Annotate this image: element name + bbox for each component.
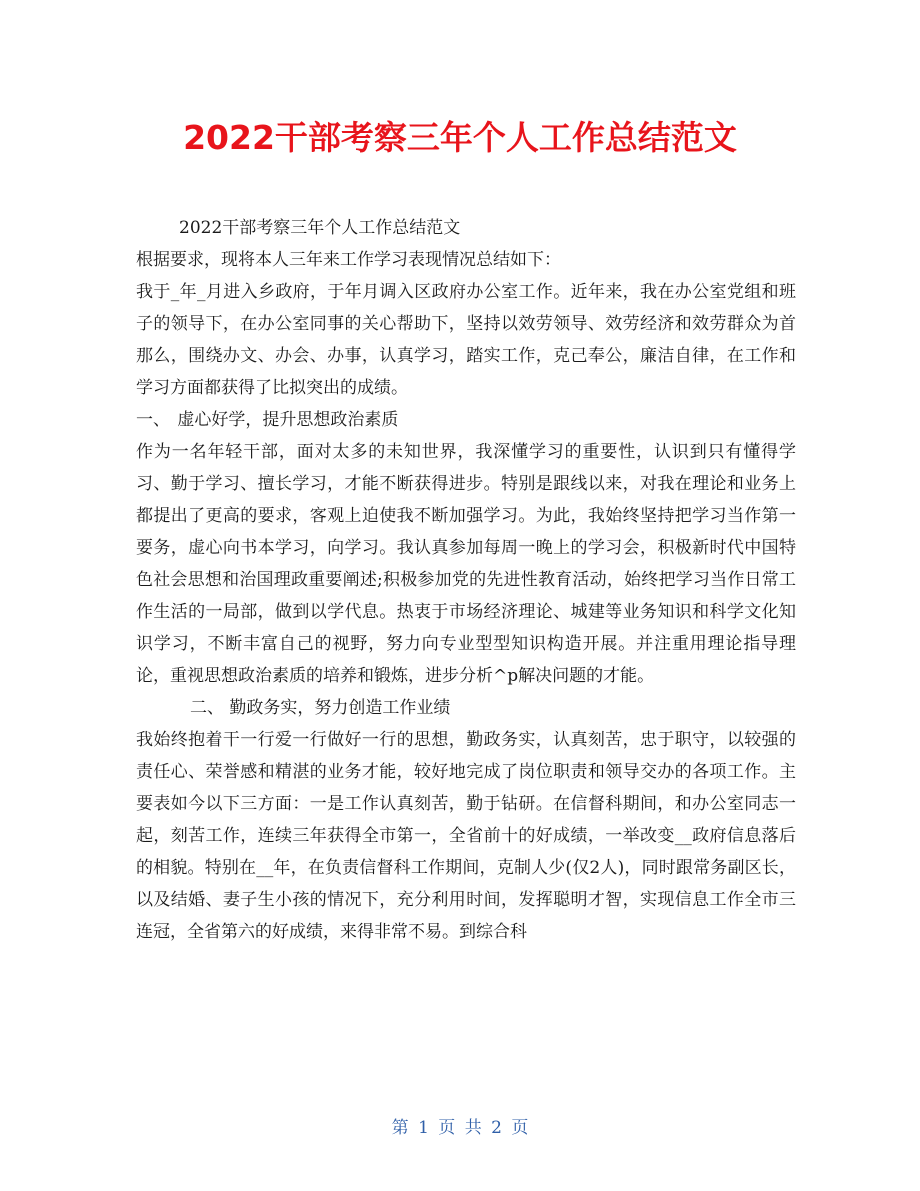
document-title: 2022干部考察三年个人工作总结范文 [183, 118, 737, 157]
document-body [136, 212, 796, 948]
page-footer: 第 1 页 共 2 页 [391, 1118, 529, 1138]
section-heading-1: 一、 虚心好学，提升思想政治素质 [136, 410, 399, 430]
paragraph-subtitle: 2022干部考察三年个人工作总结范文 [179, 218, 461, 238]
paragraph-intro: 根据要求，现将本人三年来工作学习表现情况总结如下： [136, 250, 561, 270]
paragraph-study: 作为一名年轻干部，面对太多的未知世界，我深懂学习的重要性，认识到只有懂得学习、勤于学习、擅长学习，才能不断获得进步。特别是跟线以来，对我在理论和业务上都提出了更高的要求，客观上迫使我不断加强学习。为此，我始终坚持把学习当作第一要务，虚心向书本学习，向学习。我认真参加每周一晚上的学习会，积极新时代中国特色社会思想和治国理政重要阐述;积极参加党的先进性教育活动，始终把学习当作日常工作生活的一局部，做到以学代息。热衷于市场经济理论、城建等业务知识和科学文化知识学习，不断丰富自己的视野，努力向专业型型知识构造开展。并注重用理论指导理论，重视思想政治素质的培养和锻炼，进步分析^p解决问题的才能。 [136, 442, 796, 686]
paragraph-background: 我于_年_月进入乡政府，于年月调入区政府办公室工作。近年来，我在办公室党组和班子的领导下，在办公室同事的关心帮助下，坚持以效劳领导、效劳经济和效劳群众为首那么，围绕办文、办会、办事，认真学习，踏实工作，克己奉公，廉洁自律，在工作和学习方面都获得了比拟突出的成绩。 [136, 282, 796, 398]
section-heading-2: 二、 勤政务实，努力创造工作业绩 [190, 698, 451, 718]
paragraph-work: 我始终抱着干一行爱一行做好一行的思想，勤政务实，认真刻苦，忠于职守，以较强的责任心、荣誉感和精湛的业务才能，较好地完成了岗位职责和领导交办的各项工作。主要表如今以下三方面：一是工作认真刻苦，勤于钻研。在信督科期间，和办公室同志一起，刻苦工作，连续三年获得全市第一，全省前十的好成绩，一举改变__政府信息落后的相貌。特别在__年，在负责信督科工作期间，克制人少(仅2人)，同时跟常务副区长，以及结婚、妻子生小孩的情况下，充分利用时间，发挥聪明才智，实现信息工作全市三连冠，全省第六的好成绩，来得非常不易。到综合科 [136, 730, 796, 942]
